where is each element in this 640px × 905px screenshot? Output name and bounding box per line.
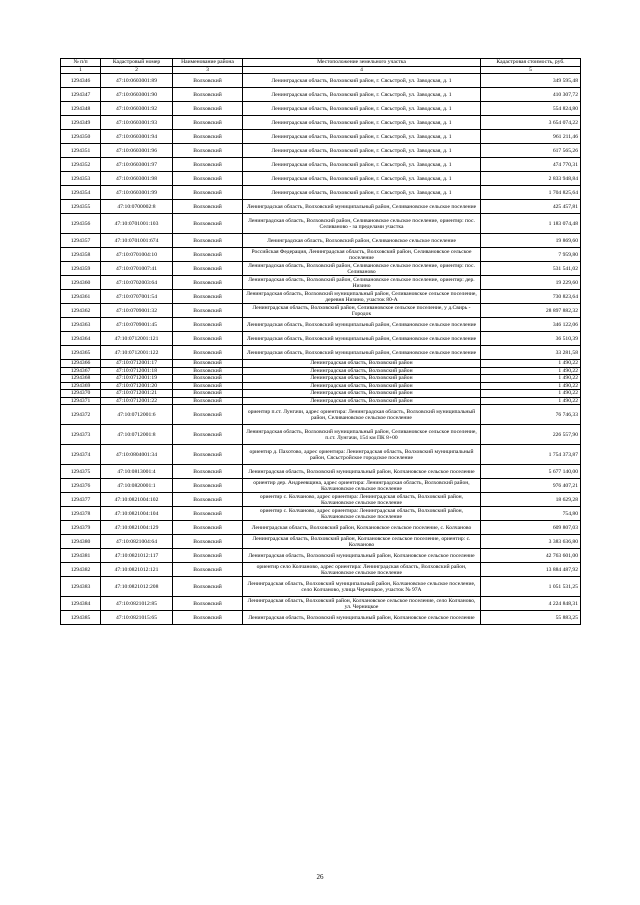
row-number: 1294383 <box>61 577 101 597</box>
table-row <box>61 304 581 318</box>
cadastral-number: 47:10:0701004:10 <box>101 248 173 262</box>
district-name: Волховский <box>173 248 243 262</box>
location-address: Ленинградская область, Волховский район, Селивановское сельское поселение, ориентир: пос. Селиваново <box>243 262 481 276</box>
cadastral-value: 474 770,31 <box>481 158 581 172</box>
cadastral-number: 47:10:0709001:32 <box>101 304 173 318</box>
table-row <box>61 172 581 186</box>
cadastral-number: 47:10:0603001:98 <box>101 172 173 186</box>
table-row <box>61 360 581 368</box>
cadastral-value: 754,80 <box>481 507 581 521</box>
table-row <box>61 346 581 360</box>
district-name: Волховский <box>173 172 243 186</box>
cadastral-value: 961 211,46 <box>481 130 581 144</box>
location-address: Ленинградская область, Волховский район, г. Сясьстрой, ул. Заводская, д. 1 <box>243 144 481 158</box>
table-row <box>61 507 581 521</box>
table-row <box>61 563 581 577</box>
cadastral-value: 1 490,22 <box>481 367 581 375</box>
table-row <box>61 375 581 383</box>
district-name: Волховский <box>173 214 243 234</box>
table-row <box>61 144 581 158</box>
cadastral-number: 47:10:0701007:41 <box>101 262 173 276</box>
district-name: Волховский <box>173 102 243 116</box>
table-row <box>61 214 581 234</box>
cadastral-number: 47:10:0603001:99 <box>101 186 173 200</box>
location-address: Ленинградская область, Волховский район, Селивановское сельское поселение, ориентир: пос. Селиваново - за пределами участка <box>243 214 481 234</box>
location-address: Ленинградская область, Волховский район, Колчановское сельское поселение, с. Колчаново <box>243 521 481 535</box>
table-row <box>61 405 581 425</box>
district-name: Волховский <box>173 276 243 290</box>
cadastral-number: 47:10:0820001:1 <box>101 479 173 493</box>
row-number: 1294382 <box>61 563 101 577</box>
row-number: 1294366 <box>61 360 101 368</box>
cadastral-value: 1 490,22 <box>481 390 581 398</box>
district-name: Волховский <box>173 186 243 200</box>
cadastral-number: 47:10:0821015:65 <box>101 611 173 625</box>
table-row <box>61 116 581 130</box>
cadastral-value: 1 490,22 <box>481 360 581 368</box>
row-number: 1294355 <box>61 200 101 214</box>
cadastral-number: 47:10:0702003:64 <box>101 276 173 290</box>
cadastral-number: 47:10:0712001:18 <box>101 367 173 375</box>
table-row <box>61 535 581 549</box>
location-address: ориентир с. Колчаново, адрес ориентира: Ленинградская область, Волховский район, Колчановское сельское поселение <box>243 507 481 521</box>
column-number: 2 <box>101 67 173 74</box>
row-number: 1294356 <box>61 214 101 234</box>
district-name: Волховский <box>173 332 243 346</box>
cadastral-value: 33 281,58 <box>481 346 581 360</box>
row-number: 1294364 <box>61 332 101 346</box>
cadastral-number: 47:10:0603001:92 <box>101 102 173 116</box>
location-address: Ленинградская область, Волховский муниципальный район, Селивановское сельское поселение, деревня Низино, участок 80-А <box>243 290 481 304</box>
cadastral-number: 47:10:0821012:85 <box>101 597 173 611</box>
cadastral-value: 346 122,06 <box>481 318 581 332</box>
cadastral-value: 1 051 531,25 <box>481 577 581 597</box>
row-number: 1294367 <box>61 367 101 375</box>
row-number: 1294354 <box>61 186 101 200</box>
table-row <box>61 390 581 398</box>
cadastral-number: 47:10:0821004:129 <box>101 521 173 535</box>
row-number: 1294371 <box>61 397 101 405</box>
location-address: Ленинградская область, Волховский район <box>243 367 481 375</box>
location-address: Ленинградская область, Волховский район, г. Сясьстрой, ул. Заводская, д. 1 <box>243 158 481 172</box>
table-row <box>61 367 581 375</box>
district-name: Волховский <box>173 375 243 383</box>
row-number: 1294353 <box>61 172 101 186</box>
district-name: Волховский <box>173 304 243 318</box>
cadastral-value: 19 869,60 <box>481 234 581 248</box>
cadastral-number: 47:10:0821004:102 <box>101 493 173 507</box>
district-name: Волховский <box>173 397 243 405</box>
location-address: Ленинградская область, Волховский муниципальный район, Колчановское сельское поселение <box>243 465 481 479</box>
location-address: Ленинградская область, Волховский район, Колчановское сельское поселение, село Колчаново, ул. Черницкое <box>243 597 481 611</box>
location-address: Ленинградская область, Волховский район, Селивановское сельское поселение <box>243 234 481 248</box>
cadastral-number: 47:10:0701001:674 <box>101 234 173 248</box>
table-row <box>61 549 581 563</box>
cadastral-number: 47:10:0712001:6 <box>101 405 173 425</box>
table-row <box>61 318 581 332</box>
location-address: Ленинградская область, Волховский муниципальный район, Селивановское сельское поселение <box>243 200 481 214</box>
cadastral-value: 13 884 487,92 <box>481 563 581 577</box>
cadastral-value: 42 763 601,00 <box>481 549 581 563</box>
row-number: 1294370 <box>61 390 101 398</box>
district-name: Волховский <box>173 262 243 276</box>
location-address: Ленинградская область, Волховский муниципальный район, Селивановское сельское поселение <box>243 318 481 332</box>
table-row <box>61 397 581 405</box>
cadastral-value: 18 629,28 <box>481 493 581 507</box>
row-number: 1294374 <box>61 445 101 465</box>
table-row <box>61 130 581 144</box>
row-number: 1294357 <box>61 234 101 248</box>
location-address: Ленинградская область, Волховский район, г. Сясьстрой, ул. Заводская, д. 1 <box>243 186 481 200</box>
row-number: 1294362 <box>61 304 101 318</box>
location-address: Ленинградская область, Волховский район <box>243 382 481 390</box>
cadastral-number: 47:10:0712001:17 <box>101 360 173 368</box>
cadastral-value: 55 883,25 <box>481 611 581 625</box>
cadastral-value: 5 677 140,00 <box>481 465 581 479</box>
table-row <box>61 290 581 304</box>
row-number: 1294381 <box>61 549 101 563</box>
location-address: Ленинградская область, Волховский район, г. Сясьстрой, ул. Заводская, д. 1 <box>243 116 481 130</box>
district-name: Волховский <box>173 577 243 597</box>
header-cell: Наименование района <box>173 59 243 67</box>
row-number: 1294360 <box>61 276 101 290</box>
cadastral-number: 47:10:0712001:122 <box>101 346 173 360</box>
cadastral-number: 47:10:0603001:89 <box>101 74 173 88</box>
cadastral-value: 1 754 373,87 <box>481 445 581 465</box>
cadastral-value: 410 307,72 <box>481 88 581 102</box>
table-row <box>61 74 581 88</box>
row-number: 1294384 <box>61 597 101 611</box>
table-row <box>61 465 581 479</box>
location-address: ориентир п.ст. Лунгачи, адрес ориентира: Ленинградская область, Волховский муниципальный район, Селивановское сельское поселение <box>243 405 481 425</box>
district-name: Волховский <box>173 445 243 465</box>
row-number: 1294373 <box>61 425 101 445</box>
district-name: Волховский <box>173 318 243 332</box>
cadastral-number: 47:10:0712001:121 <box>101 332 173 346</box>
row-number: 1294375 <box>61 465 101 479</box>
cadastral-value: 36 510,39 <box>481 332 581 346</box>
cadastral-value: 3 654 074,22 <box>481 116 581 130</box>
cadastral-number: 47:10:0821004:104 <box>101 507 173 521</box>
cadastral-number: 47:10:0603001:94 <box>101 130 173 144</box>
location-address: Ленинградская область, Волховский район, г. Сясьстрой, ул. Заводская, д. 1 <box>243 130 481 144</box>
district-name: Волховский <box>173 493 243 507</box>
row-number: 1294361 <box>61 290 101 304</box>
location-address: ориентир с. Колчаново, адрес ориентира: Ленинградская область, Волховский район, Колчановское сельское поселение <box>243 493 481 507</box>
cadastral-value: 1 490,22 <box>481 375 581 383</box>
location-address: Ленинградская область, Волховский район <box>243 360 481 368</box>
cadastral-value: 349 595,48 <box>481 74 581 88</box>
cadastral-number: 47:10:0821012:121 <box>101 563 173 577</box>
location-address: ориентир д. Пахотово, адрес ориентира: Ленинградская область, Волховский муниципальный район, Сясьстройское городское поселение <box>243 445 481 465</box>
district-name: Волховский <box>173 88 243 102</box>
table-row <box>61 597 581 611</box>
cadastral-value: 554 824,80 <box>481 102 581 116</box>
table-row <box>61 102 581 116</box>
table-row <box>61 493 581 507</box>
column-number: 5 <box>481 67 581 74</box>
location-address: Ленинградская область, Волховский район, Колчановское сельское поселение, ориентир: с. Колчаново <box>243 535 481 549</box>
row-number: 1294385 <box>61 611 101 625</box>
row-number: 1294358 <box>61 248 101 262</box>
row-number: 1294378 <box>61 507 101 521</box>
row-number: 1294363 <box>61 318 101 332</box>
cadastral-number: 47:10:0603001:97 <box>101 158 173 172</box>
cadastral-value: 425 457,81 <box>481 200 581 214</box>
location-address: Ленинградская область, Волховский район, г. Сясьстрой, ул. Заводская, д. 1 <box>243 172 481 186</box>
table-body <box>61 74 581 625</box>
cadastral-number: 47:10:0709001:45 <box>101 318 173 332</box>
cadastral-number: 47:10:0813001:4 <box>101 465 173 479</box>
cadastral-value: 609 807,03 <box>481 521 581 535</box>
table-row <box>61 577 581 597</box>
row-number: 1294365 <box>61 346 101 360</box>
row-number: 1294349 <box>61 116 101 130</box>
location-address: ориентир дер. Андреевщина, адрес ориентира: Ленинградская область, Волховский район, Колчановское сельское поселение <box>243 479 481 493</box>
table-row <box>61 186 581 200</box>
district-name: Волховский <box>173 382 243 390</box>
cadastral-value: 76 746,33 <box>481 405 581 425</box>
cadastral-value: 1 490,22 <box>481 382 581 390</box>
row-number: 1294347 <box>61 88 101 102</box>
cadastral-number: 47:10:0821004:64 <box>101 535 173 549</box>
district-name: Волховский <box>173 507 243 521</box>
location-address: Ленинградская область, Волховский муниципальный район, Колчановское сельское поселение <box>243 611 481 625</box>
cadastral-value: 226 557,90 <box>481 425 581 445</box>
column-number: 4 <box>243 67 481 74</box>
cadastral-number: 47:10:0712001:19 <box>101 375 173 383</box>
cadastral-table <box>60 58 581 625</box>
district-name: Волховский <box>173 200 243 214</box>
table-row <box>61 611 581 625</box>
location-address: Ленинградская область, Волховский район, г. Сясьстрой, ул. Заводская, д. 1 <box>243 88 481 102</box>
cadastral-number: 47:10:0603001:90 <box>101 88 173 102</box>
header-cell: Местоположение земельного участка <box>243 59 481 67</box>
cadastral-number: 47:10:0700002:8 <box>101 200 173 214</box>
district-name: Волховский <box>173 367 243 375</box>
district-name: Волховский <box>173 290 243 304</box>
row-number: 1294346 <box>61 74 101 88</box>
table-row <box>61 248 581 262</box>
district-name: Волховский <box>173 521 243 535</box>
cadastral-value: 531 541,02 <box>481 262 581 276</box>
row-number: 1294372 <box>61 405 101 425</box>
table-row <box>61 332 581 346</box>
cadastral-value: 976 407,21 <box>481 479 581 493</box>
cadastral-value: 2 833 948,84 <box>481 172 581 186</box>
cadastral-number: 47:10:0707001:54 <box>101 290 173 304</box>
location-address: Российская Федерация, Ленинградская область, Волховский район, Селивановское сельское поселение <box>243 248 481 262</box>
cadastral-number: 47:10:0712001:20 <box>101 382 173 390</box>
district-name: Волховский <box>173 405 243 425</box>
location-address: Ленинградская область, Волховский район, Селивановское сельское поселение, у д.Свирь - Городок <box>243 304 481 318</box>
district-name: Волховский <box>173 74 243 88</box>
row-number: 1294350 <box>61 130 101 144</box>
location-address: Ленинградская область, Волховский район <box>243 397 481 405</box>
location-address: ориентир село Колчаново, адрес ориентира: Ленинградская область, Волховский район, Колчановское сельское поселение <box>243 563 481 577</box>
district-name: Волховский <box>173 535 243 549</box>
location-address: Ленинградская область, Волховский район, Селивановское сельское поселение, ориентир: дер. Низино <box>243 276 481 290</box>
table-row <box>61 382 581 390</box>
table-row <box>61 234 581 248</box>
district-name: Волховский <box>173 346 243 360</box>
cadastral-number: 47:10:0603001:96 <box>101 144 173 158</box>
location-address: Ленинградская область, Волховский муниципальный район, Колчановское сельское поселение, село Колчаново, улица Черницкое, участок № 97А <box>243 577 481 597</box>
table-row <box>61 200 581 214</box>
row-number: 1294379 <box>61 521 101 535</box>
cadastral-number: 47:10:0804001:34 <box>101 445 173 465</box>
district-name: Волховский <box>173 116 243 130</box>
location-address: Ленинградская область, Волховский муниципальный район, Селивановское сельское поселение <box>243 346 481 360</box>
table-row <box>61 262 581 276</box>
district-name: Волховский <box>173 549 243 563</box>
district-name: Волховский <box>173 158 243 172</box>
cadastral-number: 47:10:0701001:103 <box>101 214 173 234</box>
district-name: Волховский <box>173 597 243 611</box>
district-name: Волховский <box>173 360 243 368</box>
column-number: 1 <box>61 67 101 74</box>
cadastral-value: 1 490,22 <box>481 397 581 405</box>
cadastral-number: 47:10:0712001:22 <box>101 397 173 405</box>
district-name: Волховский <box>173 479 243 493</box>
row-number: 1294352 <box>61 158 101 172</box>
location-address: Ленинградская область, Волховский район <box>243 375 481 383</box>
row-number: 1294380 <box>61 535 101 549</box>
header-row <box>61 59 581 67</box>
location-address: Ленинградская область, Волховский муниципальный район, Колчановское сельское поселение <box>243 549 481 563</box>
column-number-row <box>61 67 581 74</box>
column-number: 3 <box>173 67 243 74</box>
location-address: Ленинградская область, Волховский район, г. Сясьстрой, ул. Заводская, д. 1 <box>243 74 481 88</box>
row-number: 1294348 <box>61 102 101 116</box>
table-row <box>61 88 581 102</box>
district-name: Волховский <box>173 130 243 144</box>
document-page <box>60 58 580 625</box>
table-row <box>61 276 581 290</box>
district-name: Волховский <box>173 144 243 158</box>
district-name: Волховский <box>173 390 243 398</box>
district-name: Волховский <box>173 563 243 577</box>
cadastral-value: 1 183 074,48 <box>481 214 581 234</box>
cadastral-value: 730 823,64 <box>481 290 581 304</box>
cadastral-number: 47:10:0603001:93 <box>101 116 173 130</box>
page-number: 26 <box>316 873 324 881</box>
table-row <box>61 479 581 493</box>
cadastral-value: 1 704 825,64 <box>481 186 581 200</box>
table-row <box>61 521 581 535</box>
cadastral-number: 47:10:0821012:208 <box>101 577 173 597</box>
row-number: 1294351 <box>61 144 101 158</box>
location-address: Ленинградская область, Волховский район, г. Сясьстрой, ул. Заводская, д. 1 <box>243 102 481 116</box>
row-number: 1294369 <box>61 382 101 390</box>
cadastral-number: 47:10:0821012:117 <box>101 549 173 563</box>
district-name: Волховский <box>173 611 243 625</box>
district-name: Волховский <box>173 234 243 248</box>
location-address: Ленинградская область, Волховский район <box>243 390 481 398</box>
cadastral-value: 617 565,26 <box>481 144 581 158</box>
cadastral-value: 3 383 636,80 <box>481 535 581 549</box>
header-cell: Кадастровый номер <box>101 59 173 67</box>
cadastral-value: 28 897 882,32 <box>481 304 581 318</box>
location-address: Ленинградская область, Волховский муниципальный район, Селивановское сельское поселение, п.ст. Лунгачи, 154 км ПК 8+00 <box>243 425 481 445</box>
header-cell: Кадастровая стоимость, руб. <box>481 59 581 67</box>
row-number: 1294376 <box>61 479 101 493</box>
district-name: Волховский <box>173 425 243 445</box>
district-name: Волховский <box>173 465 243 479</box>
table-row <box>61 158 581 172</box>
cadastral-number: 47:10:0712001:21 <box>101 390 173 398</box>
location-address: Ленинградская область, Волховский муниципальный район, Селивановское сельское поселение <box>243 332 481 346</box>
cadastral-value: 7 959,80 <box>481 248 581 262</box>
row-number: 1294359 <box>61 262 101 276</box>
cadastral-value: 19 229,60 <box>481 276 581 290</box>
table-row <box>61 425 581 445</box>
row-number: 1294368 <box>61 375 101 383</box>
table-row <box>61 445 581 465</box>
cadastral-number: 47:10:0712001:8 <box>101 425 173 445</box>
cadastral-value: 4 224 848,31 <box>481 597 581 611</box>
header-cell: № п/п <box>61 59 101 67</box>
row-number: 1294377 <box>61 493 101 507</box>
